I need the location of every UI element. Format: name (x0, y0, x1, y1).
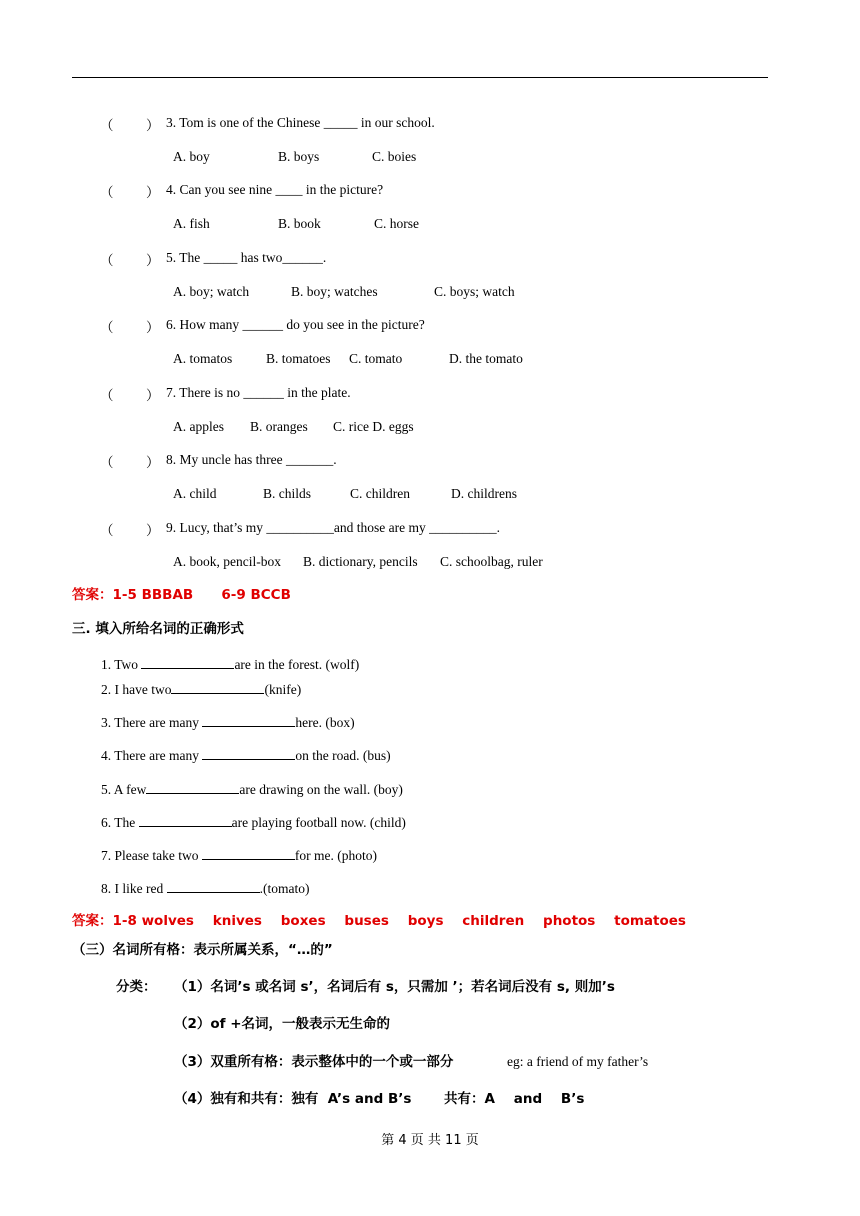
classification-label: 分类： (116, 979, 157, 995)
question-option: A. apples (173, 419, 224, 434)
section-title-fill-in: 三. 填入所给名词的正确形式 (72, 621, 244, 637)
answer-paren-left: （ (100, 253, 114, 269)
answer-key-fill: 答案：1-8 wolves knives boxes buses boys children photos tomatoes (72, 913, 686, 929)
question-option: D. childrens (451, 486, 517, 501)
fill-in-item (101, 878, 309, 898)
question-option: B. book (278, 216, 321, 231)
question-option: C. horse (374, 216, 419, 231)
fill-in-item (101, 779, 403, 799)
fill-in-blank[interactable] (171, 679, 264, 694)
answer-paren-left: （ (100, 388, 114, 404)
fill-in-hint: are drawing on the wall. (boy) (239, 782, 403, 797)
question-option: C. boies (372, 149, 417, 164)
question-option: B. oranges (250, 419, 308, 434)
rule-4: （4）独有和共有：独有 A’s and B’s (174, 1091, 412, 1107)
question-stem: 9. Lucy, that’s my __________and those are my __________. (166, 520, 500, 535)
question-stem: 8. My uncle has three _______. (166, 452, 337, 467)
header-rule (72, 77, 768, 78)
page-footer: 第 4 页 共 11 页 (381, 1133, 479, 1148)
question-option: A. book, pencil-box (173, 554, 281, 569)
fill-in-item (101, 654, 359, 674)
rule-2: （2）of +名词，一般表示无生命的 (174, 1016, 391, 1032)
fill-in-blank[interactable] (202, 745, 295, 760)
fill-in-prompt: 4. There are many (101, 748, 203, 763)
answer-key-choice: 答案：1-5 BBBAB 6-9 BCCB (72, 587, 291, 603)
fill-in-prompt: 6. The (101, 815, 139, 830)
question-stem: 6. How many ______ do you see in the picture? (166, 317, 425, 332)
question-option: C. children (350, 486, 410, 501)
question-option: D. the tomato (449, 351, 523, 366)
fill-in-prompt: 8. I like red (101, 881, 167, 896)
fill-in-blank[interactable] (146, 779, 239, 794)
fill-in-blank[interactable] (141, 654, 234, 669)
question-stem: 3. Tom is one of the Chinese _____ in our school. (166, 115, 435, 130)
question-option: C. boys; watch (434, 284, 515, 299)
answer-paren-right: ） (146, 185, 160, 201)
question-option: C. schoolbag, ruler (440, 554, 543, 569)
fill-in-hint: .(tomato) (259, 881, 310, 896)
answer-paren-right: ） (146, 118, 160, 134)
fill-in-prompt: 5. A few (101, 782, 147, 797)
fill-in-prompt: 7. Please take two (101, 848, 202, 863)
answer-paren-left: （ (100, 523, 114, 539)
answer-paren-left: （ (100, 118, 114, 134)
question-option: B. dictionary, pencils (303, 554, 418, 569)
fill-in-item (101, 845, 377, 865)
rule-1: （1）名词’s 或名词 s’，名词后有 s，只需加 ’；若名词后没有 s, 则加’s (174, 979, 615, 995)
question-option: A. boy; watch (173, 284, 250, 299)
answer-paren-left: （ (100, 185, 114, 201)
answer-paren-right: ） (146, 455, 160, 471)
question-option: C. tomato (349, 351, 403, 366)
fill-in-prompt: 3. There are many (101, 715, 203, 730)
question-option: A. child (173, 486, 217, 501)
question-stem: 7. There is no ______ in the plate. (166, 385, 351, 400)
fill-in-hint: on the road. (bus) (295, 748, 391, 763)
question-option: C. rice D. eggs (333, 419, 414, 434)
answer-paren-right: ） (146, 523, 160, 539)
question-stem: 5. The _____ has two______. (166, 250, 327, 265)
fill-in-item (101, 812, 406, 832)
rule-3-example: eg: a friend of my father’s (507, 1054, 649, 1069)
fill-in-hint: (knife) (264, 682, 302, 697)
section-title-possessive: （三）名词所有格：表示所属关系，“…的” (72, 942, 333, 958)
question-option: B. boy; watches (291, 284, 378, 299)
fill-in-item (101, 712, 355, 732)
fill-in-blank[interactable] (202, 712, 295, 727)
fill-in-prompt: 1. Two (101, 657, 142, 672)
question-option: A. fish (173, 216, 210, 231)
question-stem: 4. Can you see nine ____ in the picture? (166, 182, 384, 197)
question-option: A. boy (173, 149, 210, 164)
fill-in-hint: are in the forest. (wolf) (234, 657, 360, 672)
question-option: B. tomatoes (266, 351, 331, 366)
answer-paren-left: （ (100, 320, 114, 336)
fill-in-prompt: 2. I have two (101, 682, 172, 697)
fill-in-blank[interactable] (202, 845, 295, 860)
answer-paren-right: ） (146, 253, 160, 269)
fill-in-hint: here. (box) (295, 715, 355, 730)
question-option: B. childs (263, 486, 312, 501)
fill-in-item (101, 745, 391, 765)
answer-paren-left: （ (100, 455, 114, 471)
fill-in-hint: for me. (photo) (294, 848, 377, 863)
answer-paren-right: ） (146, 388, 160, 404)
fill-in-blank[interactable] (139, 812, 232, 827)
question-option: A. tomatos (173, 351, 233, 366)
question-option: B. boys (278, 149, 320, 164)
rule-4-shared: 共有：A and B’s (444, 1091, 585, 1107)
rule-3: （3）双重所有格：表示整体中的一个或一部分 (174, 1054, 454, 1070)
fill-in-blank[interactable] (167, 878, 260, 893)
fill-in-item (101, 679, 301, 699)
fill-in-hint: are playing football now. (child) (231, 815, 406, 830)
answer-paren-right: ） (146, 320, 160, 336)
